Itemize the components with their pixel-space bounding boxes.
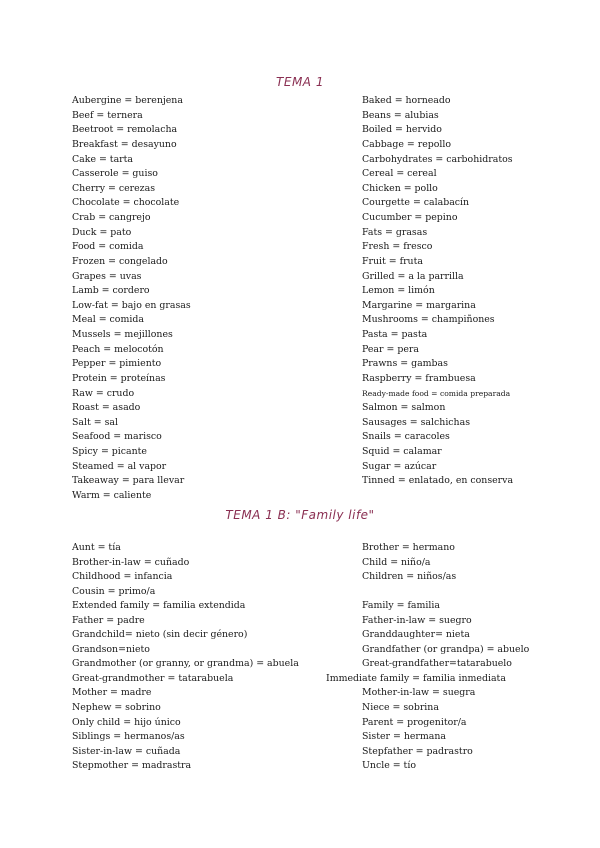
vocab-entry: Frozen = congelado xyxy=(72,255,168,267)
vocab-entry: Pear = pera xyxy=(362,343,419,355)
vocab-entry: Warm = caliente xyxy=(72,489,152,501)
vocab-entry: Niece = sobrina xyxy=(362,702,439,714)
vocab-entry: Salmon = salmon xyxy=(362,402,446,414)
vocab-entry: Baked = horneado xyxy=(362,95,451,106)
vocab-entry: Mussels = mejillones xyxy=(72,329,173,340)
vocab-entry: Pasta = pasta xyxy=(362,329,428,340)
vocab-entry: Spicy = picante xyxy=(72,446,147,457)
vocab-entry: Father-in-law = suegro xyxy=(362,614,472,626)
vocab-entry: Extended family = familia extendida xyxy=(72,600,246,612)
vocab-entry: Sausages = salchichas xyxy=(362,416,471,428)
vocab-entry: Tinned = enlatado, en conserva xyxy=(362,475,514,487)
vocab-entry: Grandfather (or grandpa) = abuelo xyxy=(362,643,530,655)
vocab-entry: Aubergine = berenjena xyxy=(72,95,183,106)
vocab-entry: Great-grandmother = tatarabuela xyxy=(72,672,234,684)
vocab-entry: Low-fat = bajo en grasas xyxy=(72,299,191,311)
vocab-entry: Immediate family = familia inmediata xyxy=(326,672,506,684)
vocab-entry: Stepfather = padrastro xyxy=(362,745,473,757)
vocab-entry: Lemon = limón xyxy=(362,285,435,297)
vocab-entry: Stepmother = madrastra xyxy=(72,760,192,772)
vocab-entry: Cucumber = pepino xyxy=(362,212,458,223)
vocab-entry: Great-grandfather=tatarabuelo xyxy=(362,658,512,670)
vocab-entry: Peach = melocotón xyxy=(72,343,164,355)
vocab-entry: Sugar = azúcar xyxy=(362,460,437,472)
vocab-entry: Fats = grasas xyxy=(362,226,428,238)
vocab-entry: Sister = hermana xyxy=(362,731,447,743)
vocab-entry: Grandson=nieto xyxy=(72,643,150,655)
vocab-entry: Child = niño/a xyxy=(362,556,431,568)
vocab-entry: Granddaughter= nieta xyxy=(362,629,470,641)
vocab-entry: Beef = ternera xyxy=(72,109,143,121)
vocab-entry: Cereal = cereal xyxy=(362,168,437,180)
vocab-entry: Casserole = guiso xyxy=(72,168,158,180)
vocab-entry: Grandchild= nieto (sin decir género) xyxy=(72,629,248,641)
vocab-entry: Cabbage = repollo xyxy=(362,138,452,150)
vocab-entry: Cake = tarta xyxy=(72,153,134,165)
vocab-entry: Sister-in-law = cuñada xyxy=(72,745,181,757)
vocab-entry: Parent = progenitor/a xyxy=(362,716,467,728)
section-title-tema-1b: TEMA 1 B: "Family life" xyxy=(225,508,375,522)
vocab-entry: Mushrooms = champiñones xyxy=(362,314,495,326)
vocab-entry: Breakfast = desayuno xyxy=(72,138,177,150)
vocab-entry: Mother-in-law = suegra xyxy=(362,687,476,699)
section-1-left-column xyxy=(72,94,191,504)
vocab-entry: Courgette = calabacín xyxy=(362,197,470,209)
vocab-entry: Children = niños/as xyxy=(362,571,457,583)
vocab-entry: Prawns = gambas xyxy=(362,358,448,370)
section-1-right-column xyxy=(362,94,513,489)
vocab-entry: Food = comida xyxy=(72,241,144,253)
vocab-entry: Cousin = primo/a xyxy=(72,585,156,597)
vocab-entry: Meal = comida xyxy=(72,314,144,326)
vocab-entry: Ready-made food = comida preparada xyxy=(362,388,511,398)
vocab-entry: Raspberry = frambuesa xyxy=(362,372,476,384)
vocab-entry: Seafood = marisco xyxy=(72,431,162,443)
section-2-right-column xyxy=(326,541,530,774)
vocab-entry: Chocolate = chocolate xyxy=(72,197,180,209)
vocab-entry: Margarine = margarina xyxy=(362,299,476,311)
vocab-entry: Beetroot = remolacha xyxy=(72,124,178,136)
vocab-entry: Lamb = cordero xyxy=(72,285,150,297)
vocab-entry: Father = padre xyxy=(72,614,145,626)
vocab-entry: Siblings = hermanos/as xyxy=(72,731,185,743)
section-2-left-column xyxy=(72,541,299,774)
vocab-entry: Protein = proteínas xyxy=(72,372,166,384)
vocab-entry: Childhood = infancia xyxy=(72,571,173,583)
vocab-entry: Fruit = fruta xyxy=(362,255,423,267)
vocab-entry xyxy=(362,585,529,600)
vocab-entry: Fresh = fresco xyxy=(362,241,433,253)
vocab-entry: Chicken = pollo xyxy=(362,182,438,194)
vocab-entry: Takeaway = para llevar xyxy=(72,475,185,487)
vocab-entry: Nephew = sobrino xyxy=(72,702,161,714)
vocab-entry: Roast = asado xyxy=(72,402,141,414)
vocab-entry: Brother = hermano xyxy=(362,542,455,553)
vocab-entry: Grilled = a la parrilla xyxy=(362,270,464,282)
vocab-entry: Pepper = pimiento xyxy=(72,358,162,370)
vocab-entry: Only child = hijo único xyxy=(72,716,181,728)
vocab-entry: Uncle = tío xyxy=(362,760,416,772)
vocab-entry: Steamed = al vapor xyxy=(72,460,167,472)
vocab-entry: Grapes = uvas xyxy=(72,270,142,282)
vocab-entry: Brother-in-law = cuñado xyxy=(72,556,190,568)
vocab-entry: Squid = calamar xyxy=(362,446,442,457)
vocab-entry: Mother = madre xyxy=(72,687,152,699)
vocab-entry: Crab = cangrejo xyxy=(72,212,151,223)
vocab-entry: Raw = crudo xyxy=(72,387,135,399)
vocab-entry: Family = familia xyxy=(362,600,440,612)
vocab-entry: Duck = pato xyxy=(72,226,132,238)
vocab-entry: Carbohydrates = carbohidratos xyxy=(362,153,513,165)
vocab-entry: Salt = sal xyxy=(72,416,118,428)
vocab-entry: Snails = caracoles xyxy=(362,431,450,443)
vocab-entry: Beans = alubias xyxy=(362,109,439,121)
vocab-entry: Aunt = tía xyxy=(72,542,121,553)
vocab-entry: Cherry = cerezas xyxy=(72,182,156,194)
vocab-entry: Grandmother (or granny, or grandma) = abuela xyxy=(72,658,299,670)
vocab-entry: Boiled = hervido xyxy=(362,124,442,136)
section-title-tema-1: TEMA 1 xyxy=(276,75,324,89)
